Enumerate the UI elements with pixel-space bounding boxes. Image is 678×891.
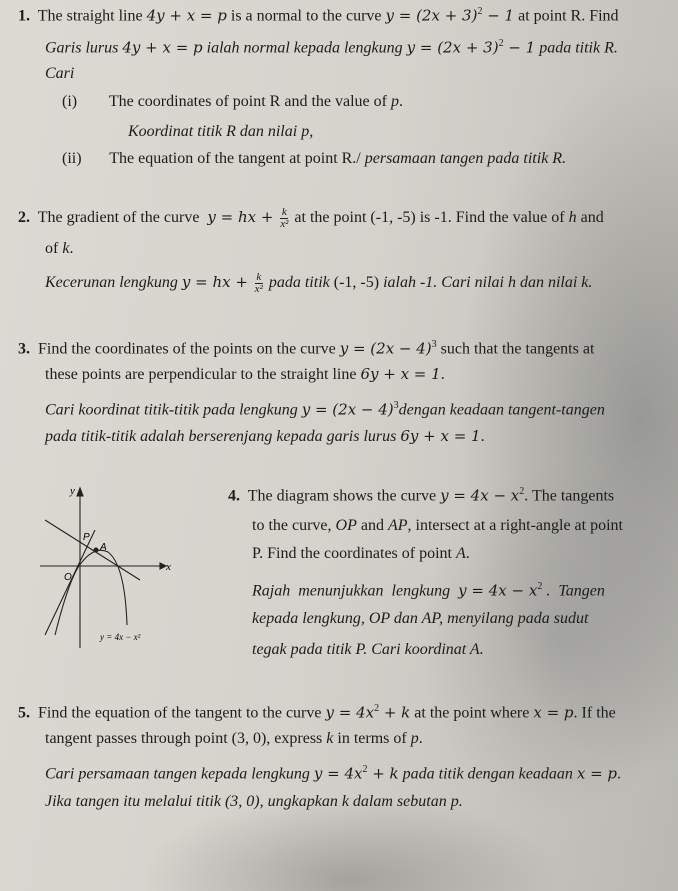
text-run: The straight line: [30, 7, 147, 25]
text-run: kepada lengkung, OP dan AP, menyilang pada sudut: [252, 610, 589, 627]
text-run: . The tangents: [524, 487, 615, 505]
text-run: (-1, -5): [333, 274, 380, 292]
text-run: . If the: [573, 704, 616, 722]
math-expression: 4y + x = p: [146, 6, 227, 25]
x-axis-label: x: [166, 561, 171, 573]
text-run: pada titik-titik adalah berserenjang kepada garis lurus: [45, 428, 401, 445]
math-expression: y = 4x: [313, 764, 363, 783]
text-run: of: [45, 240, 63, 257]
text-run: ialah -1. Cari nilai h dan nilai k.: [379, 274, 593, 292]
text-run: P. Find the coordinates of point: [252, 545, 456, 562]
text-run: p: [390, 93, 399, 110]
math-expression: + k: [367, 764, 399, 783]
math-expression: 6y + x = 1: [360, 365, 441, 383]
curve: [55, 550, 127, 635]
math-expression: y = (2x − 4): [339, 339, 432, 358]
text-run: Cari: [45, 65, 75, 82]
text-line: [45, 272, 592, 295]
text-run: AP: [387, 517, 408, 534]
numerator: k: [281, 206, 287, 218]
text-run: and: [576, 209, 604, 227]
text-line: [228, 482, 614, 506]
exponent: 2: [498, 38, 504, 49]
text-run: .: [617, 765, 622, 783]
fraction: [280, 207, 288, 230]
text-run: pada titik: [264, 274, 334, 292]
text-line: [45, 426, 485, 447]
math-expression: − 1: [503, 38, 536, 57]
text-run: such that the tangents at: [436, 340, 595, 358]
curve-label: y = 4x − x²: [100, 632, 141, 642]
text-line: [45, 396, 605, 420]
text-run: .: [418, 730, 423, 747]
text-run: pada titik dengan keadaan: [398, 765, 577, 783]
text-run: k: [62, 240, 70, 257]
text-run: p: [410, 730, 419, 747]
math-expression: 6y + x = 1: [400, 427, 481, 445]
text-run: Garis lurus: [45, 39, 123, 57]
text-run: at the point (-1, -5) is -1. Find the value of: [290, 209, 569, 227]
text-run: .: [440, 366, 445, 383]
text-line: [252, 544, 470, 564]
text-run: and: [356, 517, 388, 534]
text-run: (ii): [62, 150, 82, 167]
denominator: x²: [280, 218, 289, 230]
text-run: ialah normal kepada lengkung: [202, 39, 407, 57]
text-run: 1.: [18, 7, 30, 25]
text-line: [18, 699, 616, 723]
math-expression: x = p: [576, 764, 618, 783]
tangent-ap: [45, 520, 140, 580]
text-line: [45, 64, 74, 84]
text-run: Find the equation of the tangent to the curve: [30, 704, 326, 722]
text-run: 4.: [228, 487, 240, 505]
text-run: tegak pada titik P. Cari koordinat A.: [252, 641, 484, 658]
math-expression: y = (2x + 3): [385, 6, 478, 25]
text-run: h: [568, 209, 577, 227]
text-run: to the curve,: [252, 517, 336, 534]
text-run: .: [480, 428, 485, 445]
math-expression: y = hx +: [207, 208, 279, 227]
text-run: . Tangen: [542, 582, 605, 600]
text-line: [18, 335, 594, 359]
text-line: [45, 729, 423, 749]
text-line: [252, 516, 623, 536]
text-run: .: [69, 240, 74, 257]
math-expression: y = (2x + 3): [406, 38, 499, 57]
text-run: Cari persamaan tangen kepada lengkung: [45, 765, 314, 783]
text-line: [252, 577, 605, 601]
text-line: [128, 122, 313, 142]
text-run: .: [398, 93, 403, 110]
text-run: dengan keadaan tangent-tangen: [398, 401, 605, 419]
origin-label: O: [64, 572, 72, 583]
text-run: Kecerunan lengkung: [45, 274, 182, 292]
math-expression: y = 4x − x: [458, 581, 538, 600]
math-expression: 4y + x = p: [122, 38, 203, 57]
text-run: Koordinat titik R dan nilai p,: [128, 123, 314, 140]
math-expression: y = (2x − 4): [301, 400, 394, 419]
point-a-label: A: [100, 542, 107, 553]
text-run: , intersect at a right-angle at point: [407, 517, 623, 534]
text-run: The coordinates of point R and the value of: [77, 93, 391, 110]
text-run: k: [326, 730, 334, 747]
text-run: Rajah menunjukkan lengkung: [252, 582, 459, 600]
text-run: these points are perpendicular to the straight line: [45, 366, 361, 383]
math-expression: y = 4x: [325, 703, 375, 722]
numerator: k: [256, 271, 262, 283]
denominator: x²: [254, 283, 263, 295]
point-p-label: P: [83, 532, 90, 543]
text-run: at point R. Find: [514, 7, 619, 25]
text-run: 3.: [18, 340, 30, 358]
text-run: 2.: [18, 209, 30, 227]
text-run: at the point where: [410, 704, 534, 722]
text-run: in terms of: [333, 730, 411, 747]
exponent: 3: [393, 400, 399, 411]
math-expression: + k: [379, 703, 411, 722]
text-line: [45, 792, 463, 812]
text-line: [18, 207, 604, 230]
text-run: pada titik R.: [535, 39, 618, 57]
text-line: [62, 149, 566, 169]
exponent: 2: [362, 764, 368, 775]
text-run: persamaan tangen pada titik R.: [364, 150, 567, 167]
exponent: 2: [537, 581, 543, 592]
text-run: Cari koordinat titik-titik pada lengkung: [45, 401, 302, 419]
text-run: tangent passes through point (3, 0), express: [45, 730, 327, 747]
text-run: The diagram shows the curve: [240, 487, 441, 505]
text-line: [252, 640, 484, 660]
text-line: [45, 239, 73, 259]
curve-diagram: [40, 480, 200, 650]
text-run: The equation of the tangent at point R./: [81, 150, 365, 167]
fraction: [255, 272, 263, 295]
text-run: The gradient of the curve: [30, 209, 208, 227]
text-line: [45, 760, 621, 784]
text-run: A: [455, 545, 466, 562]
text-run: OP: [335, 517, 357, 534]
math-expression: x = p: [533, 703, 574, 722]
text-run: 5.: [18, 704, 30, 722]
text-run: (i): [62, 93, 78, 110]
text-run: Jika tangen itu melalui titik (3, 0), ungkapkan k dalam sebutan p.: [45, 793, 463, 810]
exponent: 2: [374, 703, 380, 714]
text-run: Find the coordinates of the points on the curve: [30, 340, 340, 358]
text-run: is a normal to the curve: [226, 7, 386, 25]
math-expression: − 1: [482, 6, 515, 25]
text-line: [62, 92, 403, 112]
text-run: .: [465, 545, 470, 562]
text-line: [45, 364, 445, 385]
text-line: [45, 34, 618, 58]
text-line: [252, 609, 588, 629]
exponent: 3: [431, 339, 437, 350]
math-expression: y = 4x − x: [440, 486, 520, 505]
text-line: [18, 2, 619, 26]
exponent: 2: [519, 486, 525, 497]
math-expression: y = hx +: [181, 273, 253, 292]
y-axis-label: y: [70, 485, 75, 497]
exponent: 2: [477, 6, 483, 17]
